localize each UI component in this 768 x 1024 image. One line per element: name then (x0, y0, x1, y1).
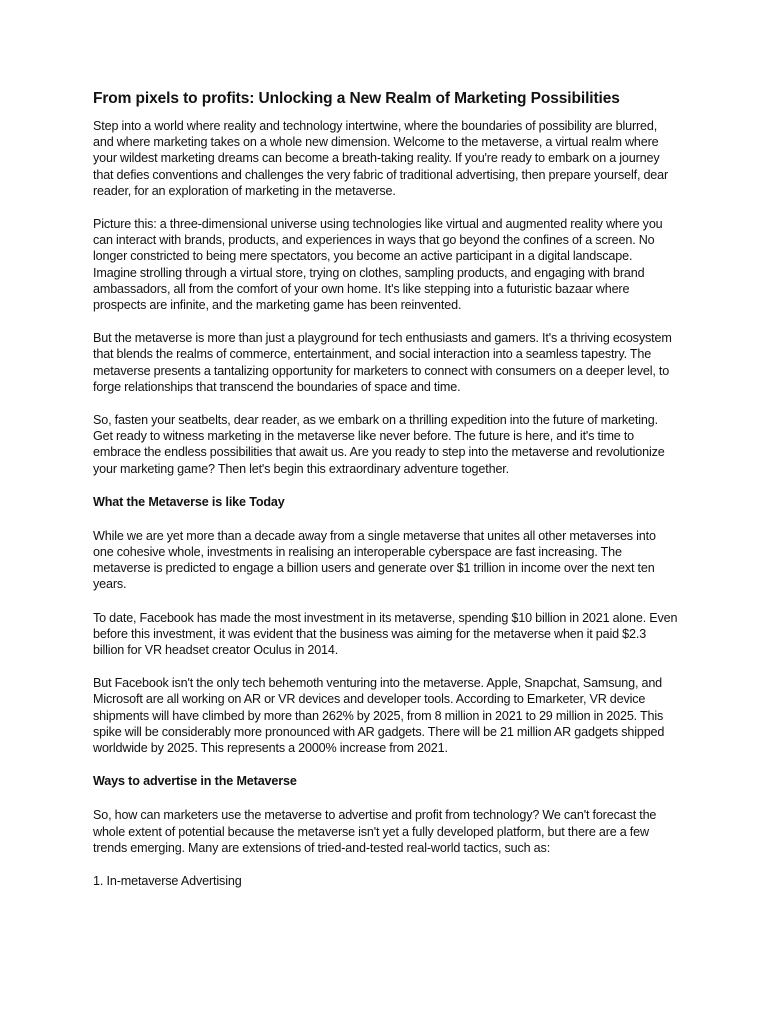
section-paragraph: While we are yet more than a decade away from a single metaverse that unites all other metaverses into one cohesive whole, investments in realising an interoperable cyberspace are fast increasing. The metaverse is predicted to engage a billion users and generate over $1 trillion in income over the next ten years. (93, 528, 656, 592)
section-paragraph: But Facebook isn't the only tech behemoth venturing into the metaverse. Apple, Snapchat, Samsung, and Microsoft are all working on AR or VR devices and developer tools. According to Emarketer, VR device shipments will have climbed by more than 262% by 2025, from 8 million in 2021 to 29 million in 2025. This spike will be considerably more pronounced with AR gadgets. There will be 21 million AR gadgets shipped worldwide by 2025. This represents a 2000% increase from 2021. (93, 676, 665, 756)
section-paragraph: To date, Facebook has made the most investment in its metaverse, spending $10 billion in 2021 alone. Even before this investment, it was evident that the business was aiming for the metaverse when it paid $2.3 billion for VR headset creator Oculus in 2014. (93, 610, 678, 658)
section-paragraph: So, how can marketers use the metaverse to advertise and profit from technology? We can't forecast the whole extent of potential because the metaverse isn't yet a fully developed platform, but there are a few trends emerging. Many are extensions of tried-and-tested real-world tactics, such as: (93, 808, 657, 855)
document-page (93, 88, 679, 889)
section-heading-metaverse-today: What the Metaverse is like Today (93, 494, 285, 509)
list-item: 1. In-metaverse Advertising (93, 873, 242, 888)
intro-paragraph: But the metaverse is more than just a playground for tech enthusiasts and gamers. It's a thriving ecosystem that blends the realms of commerce, entertainment, and social interaction into a seamless tapestry. The metaverse presents a tantalizing opportunity for marketers to connect with consumers on a deeper level, to forge relationships that transcend the boundaries of space and time. (93, 331, 672, 394)
intro-paragraph: Picture this: a three-dimensional universe using technologies like virtual and augmented reality where you can interact with brands, products, and experiences in ways that go beyond the confines of a screen. No longer constricted to being mere spectators, you become an active participant in a digital landscape. Imagine strolling through a virtual store, trying on clothes, sampling products, and engaging with brand ambassadors, all from the comfort of your own home. It's like stepping into a futuristic bazaar where prospects are infinite, and the marketing game has been reinvented. (93, 217, 663, 313)
intro-paragraph: So, fasten your seatbelts, dear reader, as we embark on a thrilling expedition into the future of marketing. Get ready to witness marketing in the metaverse like never before. The future is here, and it's time to embrace the endless possibilities that await us. Are you ready to step into the metaverse and revolutionize your marketing game? Then let's begin this extraordinary adventure together. (93, 413, 665, 476)
document-title: From pixels to profits: Unlocking a New Realm of Marketing Possibilities (93, 90, 620, 107)
section-heading-ways-to-advertise: Ways to advertise in the Metaverse (93, 774, 297, 789)
intro-paragraph: Step into a world where reality and technology intertwine, where the boundaries of possibility are blurred, and where marketing takes on a whole new dimension. Welcome to the metaverse, a virtual realm where your wildest marketing dreams can become a breath-taking reality. If you're ready to embark on a journey that defies conventions and challenges the very fabric of traditional advertising, then prepare yourself, dear reader, for an exploration of marketing in the metaverse. (93, 119, 669, 198)
